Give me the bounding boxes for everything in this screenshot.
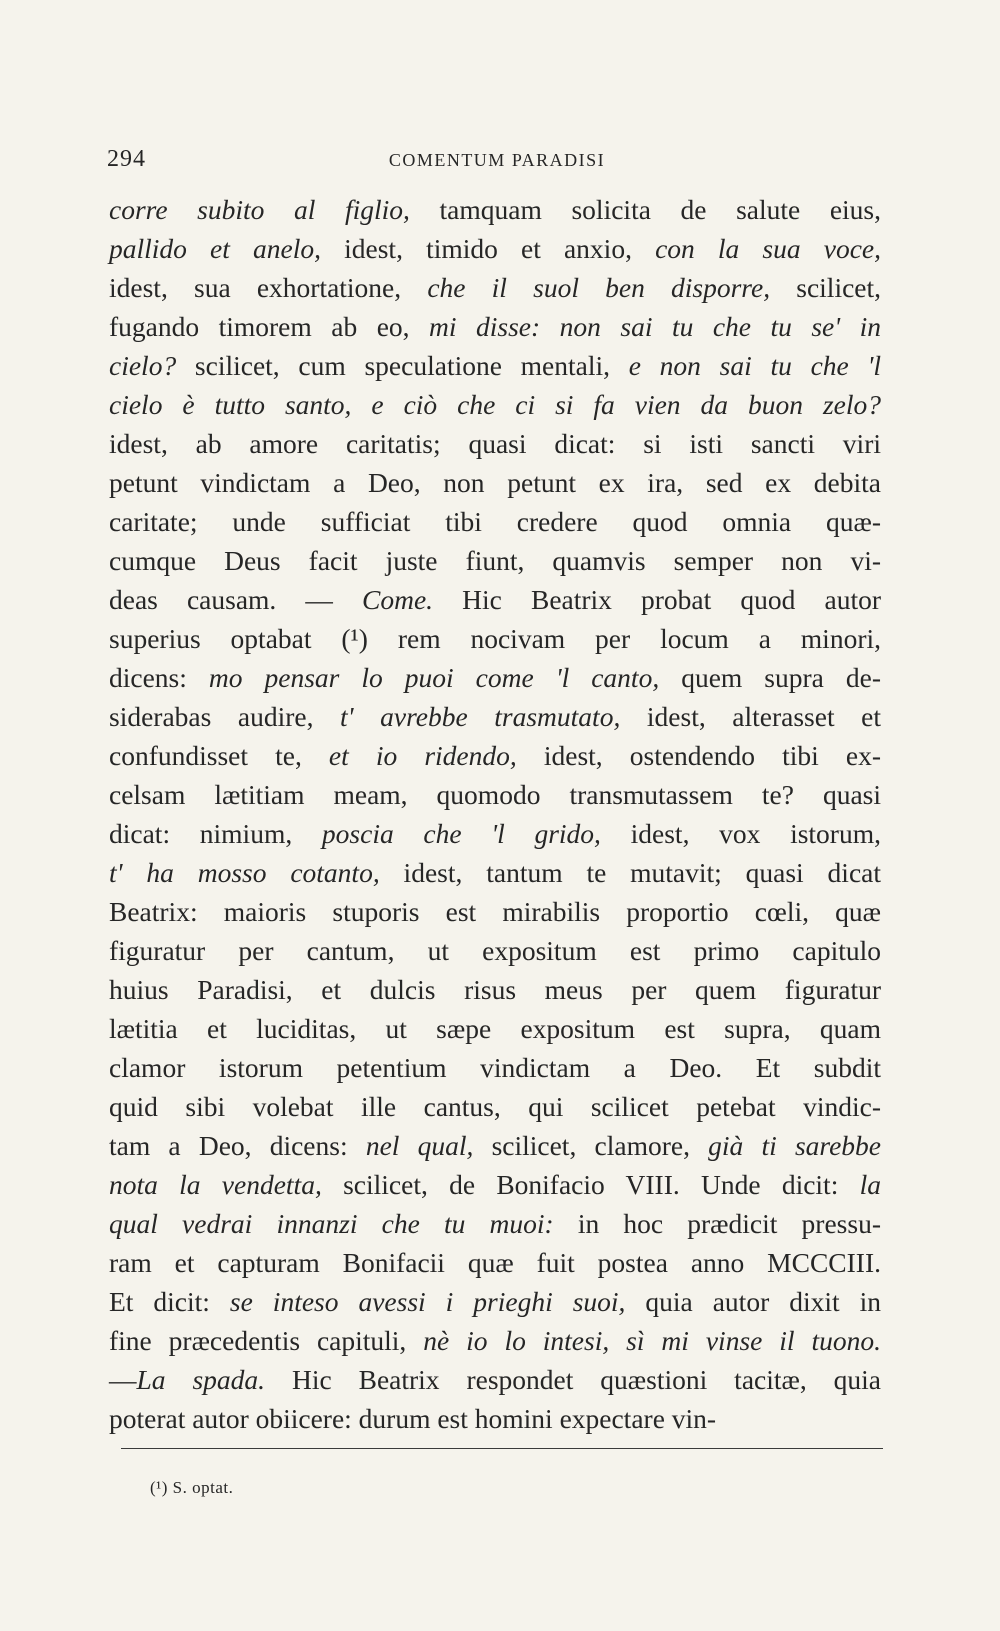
text-line xyxy=(109,697,881,736)
text-line xyxy=(109,736,881,775)
text-line xyxy=(109,892,881,931)
italic-quotation: t' avrebbe trasmutato, xyxy=(340,701,621,732)
text-line xyxy=(109,1243,881,1282)
commentary-text: huius Paradisi, et dulcis risus meus per quem figuratur xyxy=(109,974,881,1005)
commentary-text: scilicet, cum speculatione mentali, xyxy=(176,350,629,381)
italic-quotation: mo pensar lo puoi come 'l canto, xyxy=(208,662,660,693)
italic-quotation: e non sai tu che 'l xyxy=(628,350,881,381)
commentary-text: tamquam solicita de salute eius, xyxy=(409,194,882,225)
commentary-text: idest, tantum te mutavit; quasi dicat xyxy=(379,857,881,888)
footnote: (¹) S. optat. xyxy=(150,1478,234,1497)
text-line xyxy=(109,775,881,814)
commentary-text: cumque Deus facit juste fiunt, quamvis semper non vi- xyxy=(109,545,881,576)
text-line xyxy=(109,1087,881,1126)
commentary-text: idest, ostendendo tibi ex- xyxy=(516,740,881,771)
text-line xyxy=(109,424,881,463)
page-number: 294 xyxy=(107,146,146,172)
commentary-text: dicat: nimium, xyxy=(109,818,322,849)
italic-quotation: La spada. xyxy=(136,1364,266,1395)
italic-quotation: mi disse: non sai tu che tu se' in xyxy=(429,311,882,342)
text-line xyxy=(109,814,881,853)
commentary-text: idest, timido et anxio, xyxy=(321,233,656,264)
text-line xyxy=(109,970,881,1009)
commentary-text: figuratur per cantum, ut expositum est primo capitulo xyxy=(109,935,881,966)
italic-quotation: nel qual, xyxy=(365,1130,474,1161)
text-line xyxy=(109,580,881,619)
commentary-text: Hic Beatrix respondet quæstioni tacitæ, quia xyxy=(265,1364,881,1395)
commentary-text: dicens: xyxy=(109,662,209,693)
italic-quotation: con la sua voce, xyxy=(655,233,881,264)
text-line xyxy=(109,229,881,268)
text-line xyxy=(109,1204,881,1243)
text-line xyxy=(109,268,881,307)
commentary-text: Beatrix: maioris stuporis est mirabilis proportio cœli, quæ xyxy=(109,896,881,927)
text-line xyxy=(109,658,881,697)
commentary-text: tam a Deo, dicens: xyxy=(109,1130,366,1161)
italic-quotation: cielo? xyxy=(109,350,177,381)
text-line xyxy=(109,619,881,658)
italic-quotation: et io ridendo, xyxy=(328,740,517,771)
italic-quotation: se inteso avessi i prieghi suoi, xyxy=(229,1286,626,1317)
text-line xyxy=(109,541,881,580)
commentary-text: superius optabat (¹) rem nocivam per locum a minori, xyxy=(109,623,881,654)
commentary-text: scilicet, de Bonifacio VIII. Unde dicit: xyxy=(321,1169,860,1200)
italic-quotation: qual vedrai innanzi che tu muoi: xyxy=(109,1208,554,1239)
commentary-text: ram et capturam Bonifacii quæ fuit postea anno MCCCIII. xyxy=(109,1247,881,1278)
text-line xyxy=(109,853,881,892)
text-line xyxy=(109,346,881,385)
text-line xyxy=(109,307,881,346)
italic-quotation: già ti sarebbe xyxy=(708,1130,882,1161)
text-line xyxy=(109,1282,881,1321)
text-line xyxy=(109,190,881,229)
commentary-text: idest, alterasset et xyxy=(620,701,882,732)
commentary-text: idest, ab amore caritatis; quasi dicat: si isti sancti viri xyxy=(109,428,881,459)
running-head: COMENTUM PARADISI xyxy=(388,150,606,170)
commentary-text: in hoc prædicit pressu- xyxy=(553,1208,881,1239)
commentary-text: idest, vox istorum, xyxy=(600,818,881,849)
commentary-text: quia autor dixit in xyxy=(625,1286,881,1317)
commentary-text: Et dicit: xyxy=(109,1286,230,1317)
commentary-text: siderabas audire, xyxy=(109,701,341,732)
text-line xyxy=(109,502,881,541)
text-line xyxy=(109,1009,881,1048)
text-line xyxy=(109,1321,881,1360)
italic-quotation: Come. xyxy=(362,584,434,615)
commentary-text: scilicet, clamore, xyxy=(473,1130,709,1161)
italic-quotation: nota la vendetta, xyxy=(109,1169,322,1200)
italic-quotation: corre subito al figlio, xyxy=(109,194,410,225)
italic-quotation: nè io lo intesi, sì mi vinse il tuono. xyxy=(423,1325,882,1356)
body-text xyxy=(109,190,881,1438)
footnote-rule xyxy=(121,1448,883,1449)
commentary-text: confundisset te, xyxy=(109,740,329,771)
text-line xyxy=(109,1126,881,1165)
commentary-text: lætitia et luciditas, ut sæpe expositum est supra, quam xyxy=(109,1013,881,1044)
text-line xyxy=(109,931,881,970)
italic-quotation: che il suol ben disporre, xyxy=(427,272,771,303)
text-line xyxy=(109,385,881,424)
commentary-text: clamor istorum petentium vindictam a Deo. Et subdit xyxy=(109,1052,881,1083)
commentary-text: fine præcedentis capituli, xyxy=(109,1325,424,1356)
commentary-text: petunt vindictam a Deo, non petunt ex ira, sed ex debita xyxy=(109,467,881,498)
commentary-text: fugando timorem ab eo, xyxy=(109,311,430,342)
commentary-text: — xyxy=(109,1364,137,1395)
italic-quotation: cielo è tutto santo, e ciò che ci si fa vien da buon zelo? xyxy=(109,389,881,420)
page-header xyxy=(107,146,887,176)
commentary-text: poterat autor obiicere: durum est homini expectare vin- xyxy=(109,1403,717,1434)
commentary-text: quem supra de- xyxy=(659,662,881,693)
commentary-text: idest, sua exhortatione, xyxy=(109,272,428,303)
text-line xyxy=(109,1048,881,1087)
commentary-text: Hic Beatrix probat quod autor xyxy=(433,584,881,615)
italic-quotation: pallido et anelo, xyxy=(109,233,321,264)
italic-quotation: t' ha mosso cotanto, xyxy=(109,857,380,888)
commentary-text: deas causam. — xyxy=(109,584,363,615)
text-line xyxy=(109,1399,881,1438)
text-line xyxy=(109,463,881,502)
commentary-text: caritate; unde sufficiat tibi credere quod omnia quæ- xyxy=(109,506,881,537)
text-line xyxy=(109,1360,881,1399)
italic-quotation: poscia che 'l grido, xyxy=(321,818,601,849)
commentary-text: scilicet, xyxy=(770,272,882,303)
text-line xyxy=(109,1165,881,1204)
italic-quotation: la xyxy=(859,1169,881,1200)
commentary-text: celsam lætitiam meam, quomodo transmutassem te? quasi xyxy=(109,779,881,810)
commentary-text: quid sibi volebat ille cantus, qui scilicet petebat vindic- xyxy=(109,1091,881,1122)
